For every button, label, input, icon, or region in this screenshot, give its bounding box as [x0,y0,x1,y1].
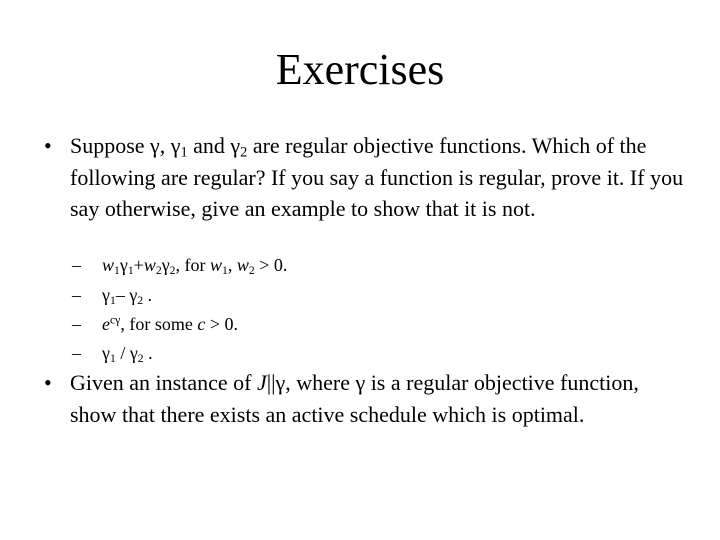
item1-w1b: w [210,255,223,275]
item4-g1-sub: 1 [109,351,116,365]
item1-w1-sub: 1 [114,263,120,277]
item1-w1: w [102,255,115,275]
item1-comma: , [227,255,237,275]
item1-g1-sub: 1 [127,263,134,277]
bullet1-sub-2: 2 [240,144,248,161]
bullet1-sub-1: 1 [180,144,188,161]
bullet2-J: J [256,370,267,395]
slide-title: Exercises [275,45,445,94]
bullet1-text-a: Suppose γ, γ [70,133,181,158]
item1-w2: w [143,255,156,275]
bullet-text [70,367,684,430]
item2-g1-sub: 1 [109,293,116,307]
item2-g1: γ [102,285,110,305]
item1-plus: + [133,255,144,275]
bullet-text [70,130,684,225]
bullet-marker: • [44,370,52,395]
item1-g2-sub: 2 [169,263,176,277]
item1-w1b-sub: 1 [222,263,228,277]
item1-g1: γ [119,255,128,275]
bullet1-text-c: are regular objective functions. Which of the following are regular? If you say a function is regular, prove it. If you say otherwise, give an example to show that it is not. [70,133,684,221]
bullet2-text-a: Given an instance of [70,370,257,395]
item4-g2-sub: 2 [137,351,144,365]
item2-end: . [143,285,153,305]
dash-marker-1: – [72,255,81,275]
bullet2-text-b: ||γ, where γ is a regular objective function, show that there exists an active schedule which is optimal. [70,370,639,427]
item3-c: c [197,314,206,334]
dash-marker-4: – [72,343,81,363]
item3-sup: cγ [110,313,121,327]
sub-item-ratio [102,340,662,366]
item4-g1: γ [102,343,110,363]
bullet-marker: • [44,133,52,158]
item1-g2: γ [161,255,170,275]
sub-item-exponential [102,311,662,337]
sub-item-weighted-sum [102,252,662,278]
item3-rest-a: , for some [120,314,198,334]
item4-div: / γ [115,343,138,363]
item1-for: , for [175,255,210,275]
bullet-regular-functions [44,130,684,225]
item1-w2b-sub: 2 [248,263,255,277]
item2-g2-sub: 2 [137,293,144,307]
bullet-active-schedule [44,367,684,430]
dash-marker-3: – [72,314,81,334]
item1-w2-sub: 2 [155,263,162,277]
bullet1-text-b: and γ [187,133,241,158]
dash-marker-2: – [72,285,81,305]
item1-w2b: w [236,255,249,275]
item1-cond: > 0. [254,255,288,275]
item3-rest-b: > 0. [205,314,238,334]
item4-end: . [143,343,153,363]
sub-item-difference [102,282,662,308]
item2-minus: – γ [115,285,138,305]
item3-e: e [102,314,110,334]
